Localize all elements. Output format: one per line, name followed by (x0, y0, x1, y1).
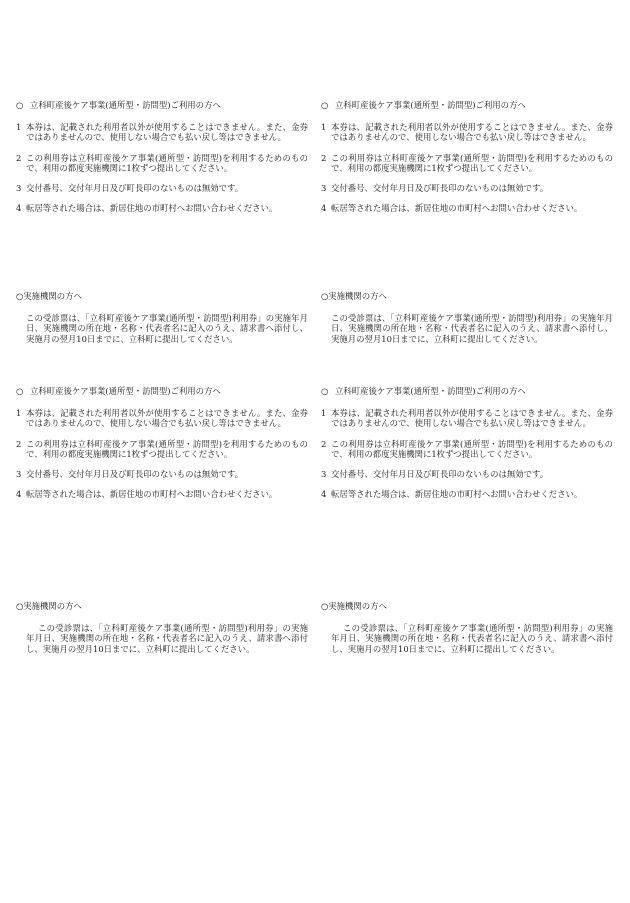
notice-list (321, 122, 613, 213)
list-item: 1 本券は、記載された利用者以外が使用することはできません。また、金券ではありませんので、使用しない場合でも払い戻し等はできません。 (16, 122, 308, 143)
list-item: 3 交付番号、交付年月日及び町長印のないものは無効です。 (16, 183, 244, 194)
list-item: 3 交付番号、交付年月日及び町長印のないものは無効です。 (16, 469, 244, 480)
notice-list (321, 408, 613, 499)
notice-block-4 (321, 386, 613, 509)
notice-heading: ○ 立科町産後ケア事業(通所型・訪問型)ご利用の方へ (321, 386, 526, 396)
facility-body: この受診票は、「立科町産後ケア事業(通所型・訪問型)利用券」の実施年月日、実施機関の所在地・名称・代表者名に記入のうえ、請求書へ添付し、実施月の翌月10日までに、立科町に提出してください。 (26, 623, 308, 654)
notice-block-3 (16, 386, 308, 509)
list-item: 1 本券は、記載された利用者以外が使用することはできません。また、金券ではありませんので、使用しない場合でも払い戻し等はできません。 (16, 408, 308, 429)
facility-body: この受診票は、「立科町産後ケア事業(通所型・訪問型)利用券」の実施年月日、実施機関の所在地・名称・代表者名に記入のうえ、請求書へ添付し、実施月の翌月10日までに、立科町に提出してください。 (331, 623, 613, 654)
facility-block-4 (321, 601, 613, 654)
list-item: 4 転居等された場合は、新居住地の市町村へお問い合わせください。 (321, 203, 583, 214)
list-item: 3 交付番号、交付年月日及び町長印のないものは無効です。 (321, 183, 549, 194)
list-item: 2 この利用券は立科町産後ケア事業(通所型・訪問型)を利用するためのもので、利用の都度実施機関に1枚ずつ提出してください。 (16, 438, 308, 459)
facility-block-3 (16, 601, 308, 654)
list-item: 2 この利用券は立科町産後ケア事業(通所型・訪問型)を利用するためのもので、利用の都度実施機関に1枚ずつ提出してください。 (321, 152, 613, 173)
facility-heading: ○実施機関の方へ (16, 601, 82, 611)
facility-body: この受診票は、「立科町産後ケア事業(通所型・訪問型)利用券」の実施年月日、実施機関の所在地・名称・代表者名に記入のうえ、請求書へ添付し、実施月の翌月10日までに、立科町に提出してください。 (26, 313, 308, 344)
list-item: 4 転居等された場合は、新居住地の市町村へお問い合わせください。 (16, 489, 278, 500)
notice-list (16, 122, 308, 213)
list-item: 1 本券は、記載された利用者以外が使用することはできません。また、金券ではありませんので、使用しない場合でも払い戻し等はできません。 (321, 408, 613, 429)
list-item: 2 この利用券は立科町産後ケア事業(通所型・訪問型)を利用するためのもので、利用の都度実施機関に1枚ずつ提出してください。 (16, 152, 308, 173)
notice-heading: ○ 立科町産後ケア事業(通所型・訪問型)ご利用の方へ (321, 100, 526, 110)
circle-mark: ○ (16, 386, 24, 396)
facility-block-2 (321, 291, 613, 344)
facility-heading: ○実施機関の方へ (16, 291, 82, 301)
list-item: 4 転居等された場合は、新居住地の市町村へお問い合わせください。 (16, 203, 278, 214)
list-item: 3 交付番号、交付年月日及び町長印のないものは無効です。 (321, 469, 549, 480)
facility-block-1 (16, 291, 308, 344)
notice-heading: ○ 立科町産後ケア事業(通所型・訪問型)ご利用の方へ (16, 100, 221, 110)
list-item: 1 本券は、記載された利用者以外が使用することはできません。また、金券ではありませんので、使用しない場合でも払い戻し等はできません。 (321, 122, 613, 143)
circle-mark: ○ (16, 100, 24, 110)
notice-block-1 (16, 100, 308, 223)
facility-heading: ○実施機関の方へ (321, 291, 387, 301)
facility-heading: ○実施機関の方へ (321, 601, 387, 611)
notice-heading: ○ 立科町産後ケア事業(通所型・訪問型)ご利用の方へ (16, 386, 221, 396)
facility-body: この受診票は、「立科町産後ケア事業(通所型・訪問型)利用券」の実施年月日、実施機関の所在地・名称・代表者名に記入のうえ、請求書へ添付し、実施月の翌月10日までに、立科町に提出してください。 (331, 313, 613, 344)
notice-block-2 (321, 100, 613, 223)
circle-mark: ○ (321, 386, 329, 396)
list-item: 4 転居等された場合は、新居住地の市町村へお問い合わせください。 (321, 489, 583, 500)
circle-mark: ○ (321, 100, 329, 110)
list-item: 2 この利用券は立科町産後ケア事業(通所型・訪問型)を利用するためのもので、利用の都度実施機関に1枚ずつ提出してください。 (321, 438, 613, 459)
notice-list (16, 408, 308, 499)
